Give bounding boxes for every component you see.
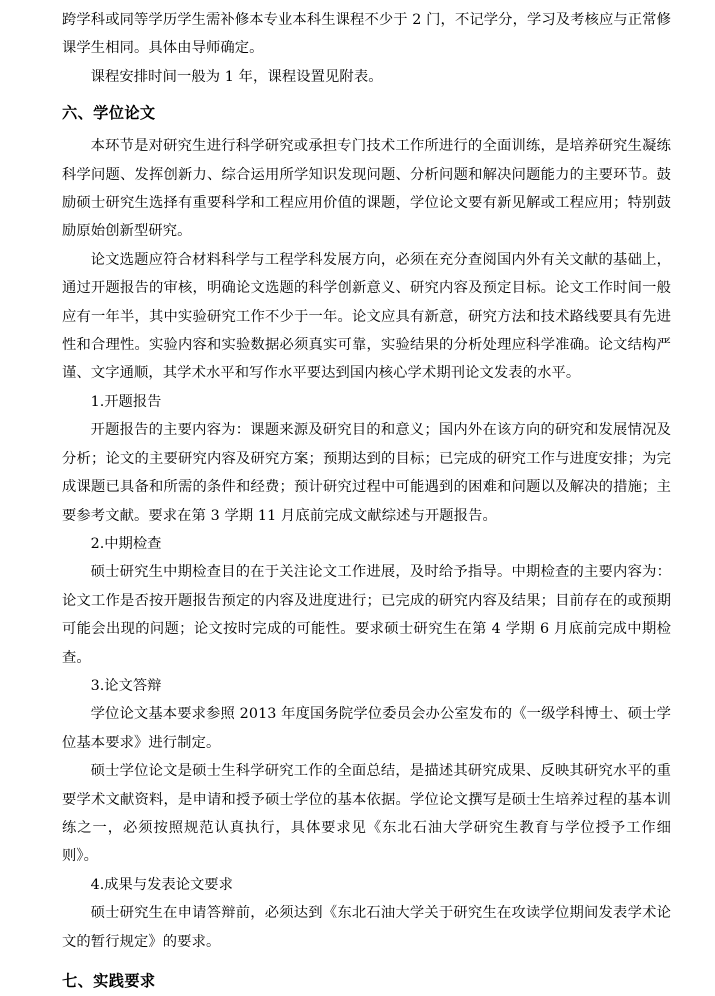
- section-heading-thesis: 六、学位论文: [62, 104, 156, 123]
- spacer: [62, 91, 671, 98]
- paragraph-course-duration: 课程安排时间一般为 1 年，课程设置见附表。: [90, 68, 383, 85]
- paragraph-publication-req: 硕士研究生在申请答辩前，必须达到《东北石油大学关于研究生在攻读学位期间发表学术论文的暂行规定》的要求。: [62, 905, 671, 950]
- paragraph-defense-standard: 学位论文基本要求参照 2013 年度国务院学位委员会办公室发布的《一级学科博士、硕士学位基本要求》进行制定。: [62, 706, 671, 751]
- paragraph-thesis-intro: 本环节是对研究生进行科学研究或承担专门技术工作所进行的全面训练，是培养研究生凝练科学问题、发挥创新力、综合运用所学知识发现问题、分析问题和解决问题能力的主要环节。鼓励硕士研究生选择有重要科学和工程应用价值的课题，学位论文要有新见解或工程应用；特别鼓励原始创新型研究。: [62, 138, 671, 240]
- subsection-heading-publication: 4.成果与发表论文要求: [90, 876, 233, 893]
- subsection-heading-midterm: 2.中期检查: [90, 535, 162, 552]
- paragraph-midterm-content: 硕士研究生中期检查目的在于关注论文工作进展，及时给予指导。中期检查的主要内容为：论文工作是否按开题报告预定的内容及进度进行；已完成的研究内容及结果；目前存在的或预期可能会出现的问题；论文按时完成的可能性。要求硕士研究生在第 4 学期 6 月底前完成中期检查。: [62, 564, 671, 666]
- section-heading-practice: 七、实践要求: [62, 972, 156, 990]
- subsection-heading-proposal: 1.开题报告: [90, 393, 162, 410]
- paragraph-cross-discipline: 跨学科或同等学历学生需补修本专业本科生课程不少于 2 门，不记学分，学习及考核应与正常修课学生相同。具体由导师确定。: [62, 12, 671, 57]
- subsection-heading-defense: 3.论文答辩: [90, 677, 162, 694]
- paragraph-proposal-content: 开题报告的主要内容为：课题来源及研究目的和意义；国内外在该方向的研究和发展情况及分析；论文的主要研究内容及研究方案；预期达到的目标；已完成的研究工作与进度安排；为完成课题已具备和所需的条件和经费；预计研究过程中可能遇到的困难和问题以及解决的措施；主要参考文献。要求在第 3 学期 11 月底前完成文献综述与开题报告。: [62, 422, 671, 524]
- paragraph-topic-selection: 论文选题应符合材料科学与工程学科发展方向，必须在充分查阅国内外有关文献的基础上，通过开题报告的审核，明确论文选题的科学创新意义、研究内容及预定目标。论文工作时间一般应有一年半，其中实验研究工作不少于一年。论文应具有新意，研究方法和技术路线要具有先进性和合理性。实验内容和实验数据必须真实可靠，实验结果的分析处理应科学准确。论文结构严谨、文字通顺，其学术水平和写作水平要达到国内核心学术期刊论文发表的水平。: [62, 251, 671, 382]
- paragraph-thesis-summary: 硕士学位论文是硕士生科学研究工作的全面总结，是描述其研究成果、反映其研究水平的重要学术文献资料，是申请和授予硕士学位的基本依据。学位论文撰写是硕士生培养过程的基本训练之一，必须按照规范认真执行，具体要求见《东北石油大学研究生教育与学位授予工作细则》。: [62, 763, 671, 865]
- spacer: [62, 956, 671, 966]
